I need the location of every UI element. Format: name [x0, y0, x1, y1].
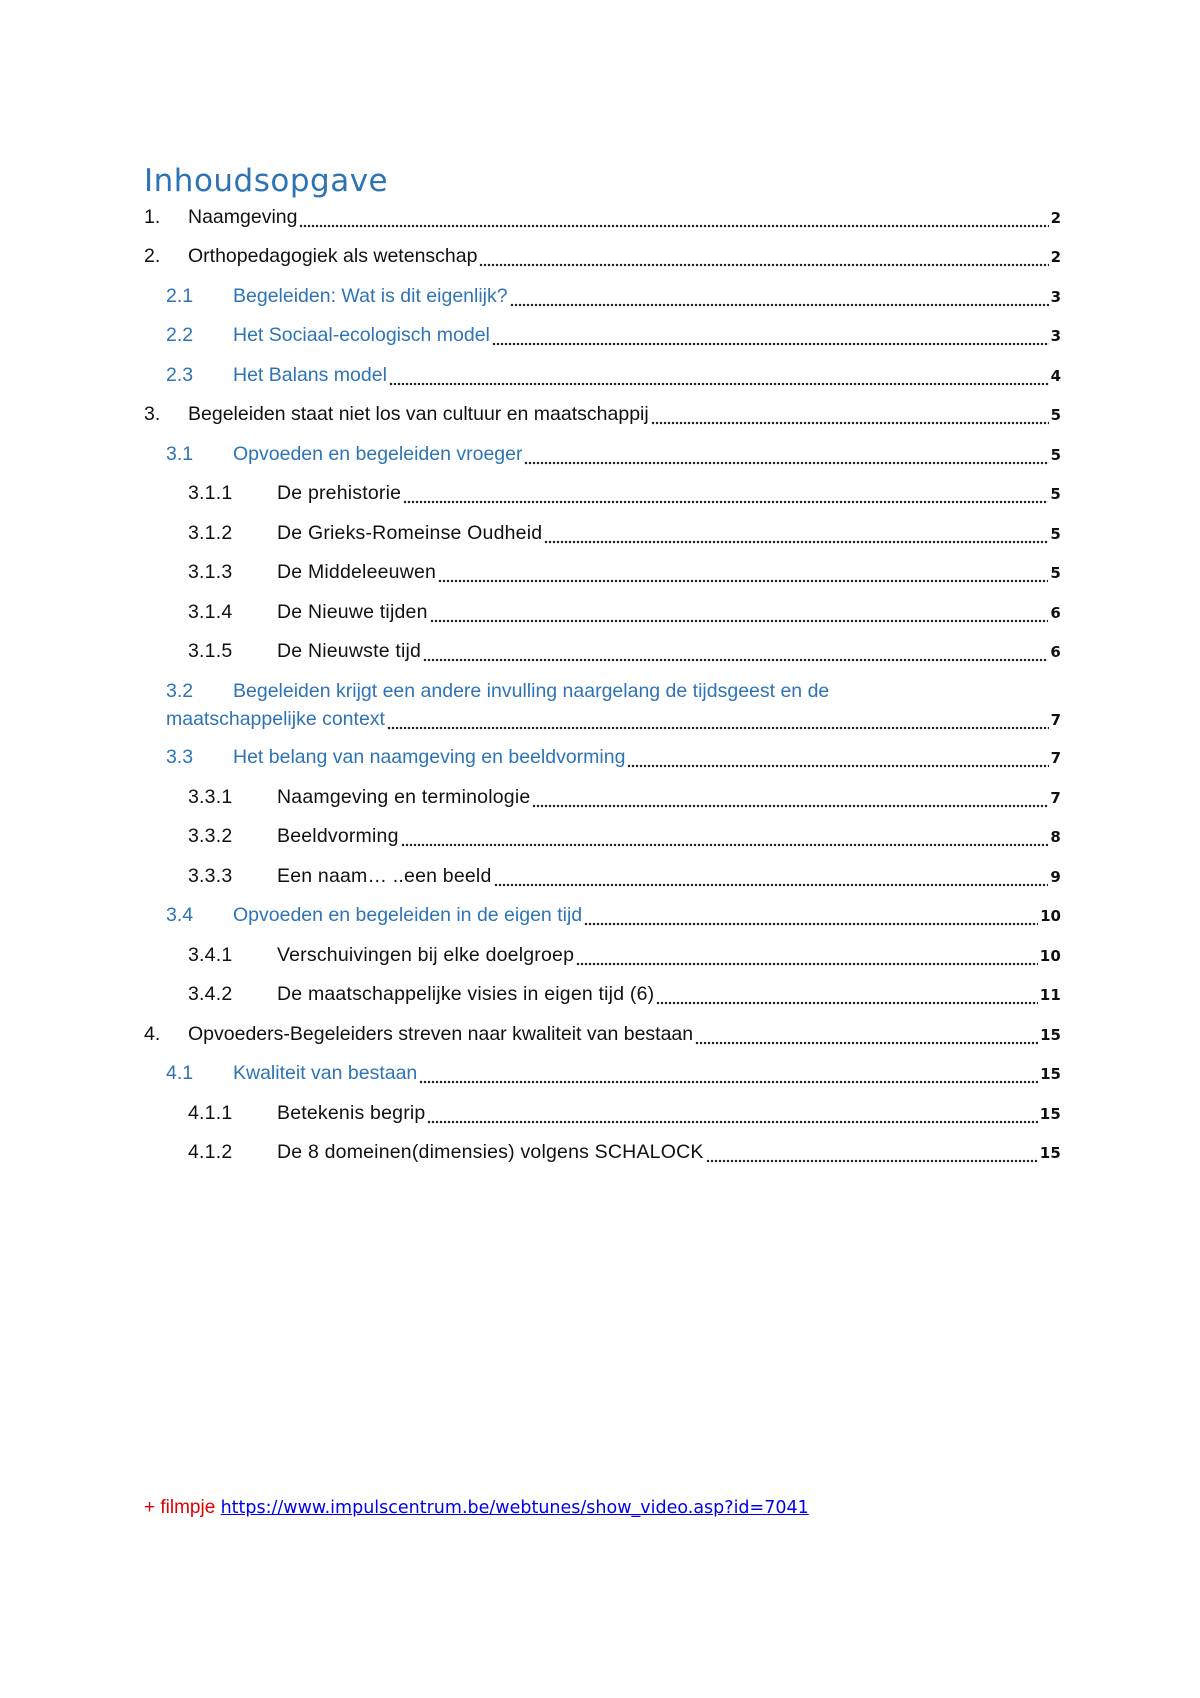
toc-entry-label-continued: maatschappelijke context	[166, 708, 385, 730]
toc-dot-leader	[576, 954, 1038, 966]
toc-entry-number: 4.1	[166, 1062, 194, 1084]
toc-entry[interactable]	[166, 324, 1061, 352]
toc-entry[interactable]	[188, 825, 1061, 853]
toc-entry-number: 2.2	[166, 324, 194, 346]
toc-entry-page: 7	[1050, 789, 1061, 807]
toc-entry-number: 3.1.1	[188, 482, 233, 504]
toc-title: Inhoudsopgave	[144, 163, 389, 199]
toc-entry-label: Het Balans model	[233, 364, 387, 386]
toc-dot-leader	[706, 1151, 1038, 1163]
toc-entry-page: 11	[1039, 986, 1061, 1004]
toc-entry-number: 2.	[144, 245, 161, 267]
toc-entry-page: 5	[1050, 525, 1061, 543]
toc-entry[interactable]	[188, 1102, 1061, 1130]
toc-entry-page: 9	[1050, 868, 1061, 886]
toc-dot-leader	[479, 255, 1048, 267]
toc-entry-label: De prehistorie	[277, 482, 402, 504]
toc-entry-label: Begeleiden krijgt een andere invulling naargelang de tijdsgeest en de	[233, 680, 830, 702]
toc-dot-leader	[423, 650, 1048, 662]
toc-entry-number: 3.3.2	[188, 825, 233, 847]
toc-entry[interactable]	[144, 206, 1061, 234]
toc-entry-label: De Nieuwe tijden	[277, 601, 428, 623]
toc-entry[interactable]	[188, 865, 1061, 893]
toc-entry-label: Orthopedagogiek als wetenschap	[188, 245, 478, 267]
toc-entry-page: 7	[1050, 749, 1061, 767]
toc-entry-label: Begeleiden: Wat is dit eigenlijk?	[233, 285, 508, 307]
toc-entry-number: 4.1.1	[188, 1102, 233, 1124]
toc-entry-first-line	[166, 680, 1061, 708]
toc-entry-page: 2	[1050, 248, 1061, 266]
toc-entry-number: 2.1	[166, 285, 194, 307]
toc-dot-leader	[492, 334, 1049, 346]
toc-entry-page: 15	[1039, 1105, 1061, 1123]
toc-entry-number: 3.1	[166, 443, 194, 465]
toc-entry[interactable]	[166, 904, 1061, 932]
toc-dot-leader	[389, 374, 1049, 386]
toc-entry[interactable]	[188, 786, 1061, 814]
toc-entry-page: 15	[1039, 1144, 1061, 1162]
toc-entry-number: 3.3.3	[188, 865, 233, 887]
toc-entry-number: 3.1.4	[188, 601, 233, 623]
toc-dot-leader	[651, 413, 1049, 425]
toc-dot-leader	[427, 1112, 1037, 1124]
toc-entry-label: Opvoeden en begeleiden in de eigen tijd	[233, 904, 583, 926]
toc-entry-label: De Grieks-Romeinse Oudheid	[277, 522, 543, 544]
toc-entry[interactable]	[188, 482, 1061, 510]
toc-entry[interactable]	[188, 1141, 1061, 1169]
toc-entry-number: 3.	[144, 403, 161, 425]
toc-entry-label: De Nieuwste tijd	[277, 640, 422, 662]
toc-entry[interactable]	[144, 1023, 1061, 1051]
toc-entry-label: Kwaliteit van bestaan	[233, 1062, 418, 1084]
toc-entry-number: 3.1.5	[188, 640, 233, 662]
toc-entry-page: 5	[1050, 446, 1061, 464]
toc-entry-page: 3	[1050, 327, 1061, 345]
toc-entry[interactable]	[166, 443, 1061, 471]
toc-entry-number: 3.2	[166, 680, 194, 702]
toc-entry-page: 5	[1050, 564, 1061, 582]
toc-entry-number: 3.4.2	[188, 983, 233, 1005]
toc-entry[interactable]	[188, 640, 1061, 668]
toc-dot-leader	[510, 295, 1049, 307]
toc-entry-label: Beeldvorming	[277, 825, 399, 847]
toc-entry-number: 3.3.1	[188, 786, 233, 808]
toc-entry-label: Betekenis begrip	[277, 1102, 426, 1124]
toc-dot-leader	[584, 914, 1038, 926]
toc-entry[interactable]	[188, 522, 1061, 550]
toc-dot-leader	[299, 216, 1048, 228]
toc-entry-page: 10	[1039, 947, 1061, 965]
toc-entry[interactable]	[188, 561, 1061, 589]
toc-entry-number: 1.	[144, 206, 161, 228]
toc-entry-page: 8	[1050, 828, 1061, 846]
toc-dot-leader	[401, 835, 1049, 847]
toc-entry-number: 4.1.2	[188, 1141, 233, 1163]
toc-entry-page: 4	[1050, 367, 1061, 385]
toc-entry-label: Naamgeving en terminologie	[277, 786, 531, 808]
toc-entry[interactable]	[166, 1062, 1061, 1090]
toc-dot-leader	[403, 492, 1048, 504]
toc-entry[interactable]	[166, 680, 1061, 736]
toc-entry[interactable]	[166, 285, 1061, 313]
toc-entry-label: Het Sociaal-ecologisch model	[233, 324, 490, 346]
toc-entry-label: De 8 domeinen(dimensies) volgens SCHALOCK	[277, 1141, 704, 1163]
toc-entry[interactable]	[144, 245, 1061, 273]
toc-entry-number: 3.1.3	[188, 561, 233, 583]
toc-entry-number: 3.4	[166, 904, 194, 926]
toc-dot-leader	[430, 611, 1049, 623]
toc-entry[interactable]	[188, 601, 1061, 629]
toc-entry-label: De Middeleeuwen	[277, 561, 437, 583]
toc-entry-label: Opvoeders-Begeleiders streven naar kwaliteit van bestaan	[188, 1023, 694, 1045]
toc-entry-page: 6	[1050, 604, 1061, 622]
toc-entry-label: Verschuivingen bij elke doelgroep	[277, 944, 575, 966]
toc-entry-label: Naamgeving	[188, 206, 298, 228]
toc-entry-page: 5	[1050, 406, 1061, 424]
toc-entry-number: 4.	[144, 1023, 161, 1045]
toc-entry-page: 7	[1050, 711, 1061, 729]
toc-dot-leader	[524, 453, 1048, 465]
toc-entry-page: 2	[1050, 209, 1061, 227]
toc-entry-label: De maatschappelijke visies in eigen tijd (6)	[277, 983, 655, 1005]
toc-entry-label: Begeleiden staat niet los van cultuur en maatschappij	[188, 403, 649, 425]
toc-entry-number: 3.1.2	[188, 522, 233, 544]
toc-dot-leader	[494, 875, 1049, 887]
toc-entry-number: 3.4.1	[188, 944, 233, 966]
video-link[interactable]: https://www.impulscentrum.be/webtunes/show_video.asp?id=7041	[220, 1498, 809, 1518]
toc-entry[interactable]	[188, 944, 1061, 972]
toc-dot-leader	[419, 1072, 1038, 1084]
toc-entry-number: 2.3	[166, 364, 194, 386]
toc-entry[interactable]	[188, 983, 1061, 1011]
toc-entry-page: 10	[1040, 907, 1061, 925]
toc-dot-leader	[438, 571, 1048, 583]
toc-dot-leader	[532, 796, 1048, 808]
toc-entry-page: 15	[1040, 1026, 1061, 1044]
toc-entry-label: Het belang van naamgeving en beeldvorming	[233, 746, 626, 768]
toc-entry[interactable]	[166, 364, 1061, 392]
toc-entry-page: 5	[1050, 485, 1061, 503]
toc-entry-number: 3.3	[166, 746, 194, 768]
video-note-prefix: + filmpje	[144, 1497, 216, 1518]
toc-entry-label: Een naam… ..een beeld	[277, 865, 492, 887]
toc-entry[interactable]	[144, 403, 1061, 431]
toc-dot-leader	[656, 993, 1037, 1005]
toc-dot-leader	[695, 1033, 1038, 1045]
toc-entry-page: 15	[1040, 1065, 1061, 1083]
toc-dot-leader	[627, 756, 1048, 768]
toc-dot-leader	[544, 532, 1048, 544]
toc-dot-leader	[387, 718, 1049, 730]
toc-entry-label: Opvoeden en begeleiden vroeger	[233, 443, 523, 465]
toc-entry-second-line	[166, 708, 1061, 736]
video-note	[144, 1497, 809, 1519]
toc-entry[interactable]	[166, 746, 1061, 774]
toc-entry-page: 3	[1050, 288, 1061, 306]
toc-entry-page: 6	[1050, 643, 1061, 661]
